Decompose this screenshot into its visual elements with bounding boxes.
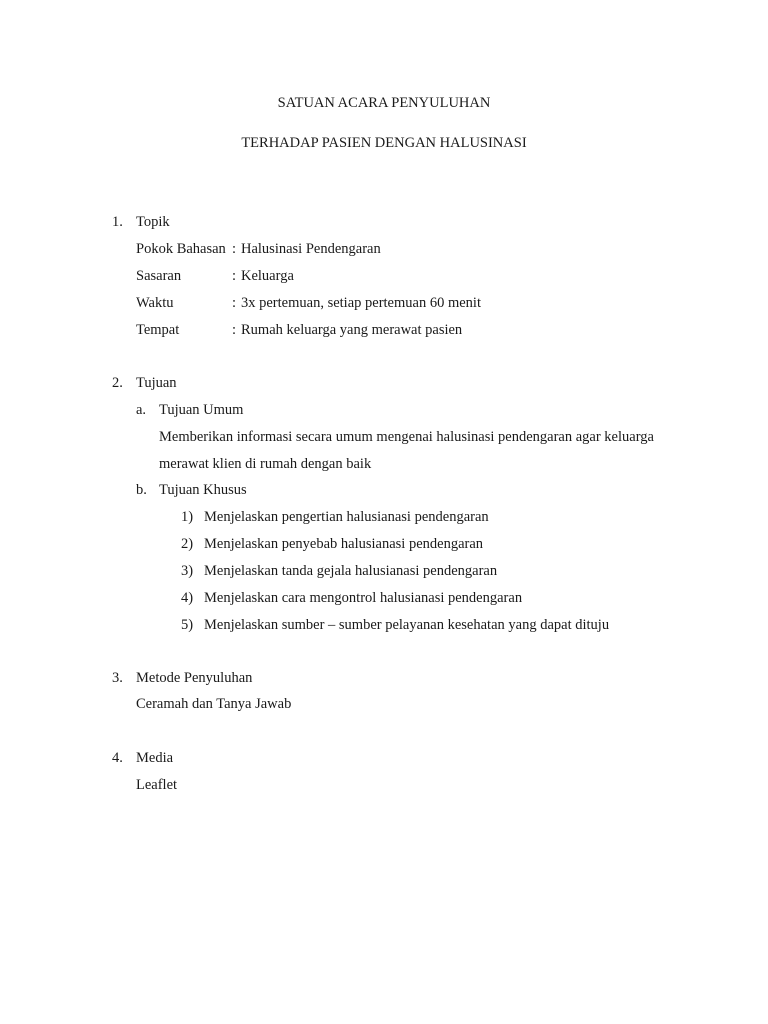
field-value-waktu: 3x pertemuan, setiap pertemuan 60 menit xyxy=(241,295,481,311)
list-item-number: 4) xyxy=(181,590,194,606)
subsection-a-text-line: Memberikan informasi secara umum mengenai halusinasi pendengaran agar keluarga xyxy=(159,429,654,445)
list-item-number: 3) xyxy=(181,563,194,579)
section-2-heading: Tujuan xyxy=(136,375,177,391)
section-3-number: 3. xyxy=(112,670,123,686)
field-value-pokok-bahasan: Halusinasi Pendengaran xyxy=(241,241,381,257)
subsection-a-text-line: merawat klien di rumah dengan baik xyxy=(159,456,372,472)
field-label-tempat: Tempat xyxy=(136,322,180,338)
list-item-text: Menjelaskan penyebab halusianasi pendengaran xyxy=(204,536,484,552)
subsection-b-letter: b. xyxy=(136,482,147,498)
section-2-number: 2. xyxy=(112,375,123,391)
subsection-a-heading: Tujuan Umum xyxy=(159,402,244,418)
section-4-heading: Media xyxy=(136,750,174,766)
list-item-number: 5) xyxy=(181,617,194,633)
section-3-heading: Metode Penyuluhan xyxy=(136,670,253,686)
list-item-text: Menjelaskan tanda gejala halusianasi pendengaran xyxy=(204,563,498,579)
subsection-a-letter: a. xyxy=(136,402,147,418)
subsection-b-heading: Tujuan Khusus xyxy=(159,482,247,498)
field-label-sasaran: Sasaran xyxy=(136,268,182,284)
list-item-text: Menjelaskan cara mengontrol halusianasi pendengaran xyxy=(204,590,523,606)
field-value-sasaran: Keluarga xyxy=(241,268,294,284)
section-4-body: Leaflet xyxy=(136,777,178,793)
section-4-number: 4. xyxy=(112,750,123,766)
document-subtitle: TERHADAP PASIEN DENGAN HALUSINASI xyxy=(241,135,527,151)
field-separator: : xyxy=(232,268,237,284)
field-label-waktu: Waktu xyxy=(136,295,174,311)
section-1-heading: Topik xyxy=(136,214,170,230)
section-3-body: Ceramah dan Tanya Jawab xyxy=(136,696,292,712)
field-separator: : xyxy=(232,241,237,257)
document-title: SATUAN ACARA PENYULUHAN xyxy=(277,95,491,111)
field-value-tempat: Rumah keluarga yang merawat pasien xyxy=(241,322,463,338)
field-separator: : xyxy=(232,295,237,311)
list-item-text: Menjelaskan pengertian halusianasi pendengaran xyxy=(204,509,489,525)
field-label-pokok-bahasan: Pokok Bahasan xyxy=(136,241,226,257)
section-1-number: 1. xyxy=(112,214,123,230)
list-item-number: 2) xyxy=(181,536,194,552)
list-item-text: Menjelaskan sumber – sumber pelayanan kesehatan yang dapat dituju xyxy=(204,617,610,633)
field-separator: : xyxy=(232,322,237,338)
list-item-number: 1) xyxy=(181,509,194,525)
